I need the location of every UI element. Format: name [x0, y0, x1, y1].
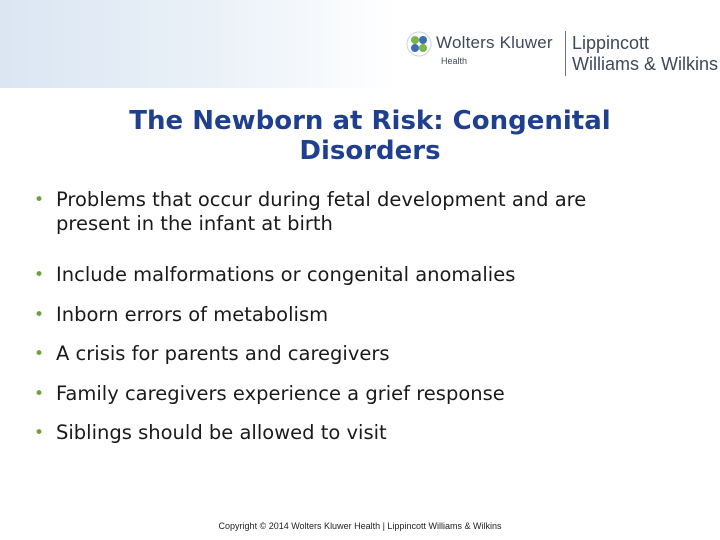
bullet-text: Inborn errors of metabolism	[56, 302, 329, 326]
copyright-notice: Copyright © 2014 Wolters Kluwer Health | Lippincott Williams & Wilkins	[218, 521, 502, 531]
slide-title-line2: Disorders	[299, 136, 441, 166]
bullet-dot-icon: •	[34, 344, 45, 364]
logo-divider	[565, 31, 566, 76]
bullet-dot-icon: •	[34, 304, 45, 325]
slide-title	[80, 106, 660, 166]
bullet-dot-icon: •	[34, 423, 45, 443]
bullet-item	[32, 382, 682, 406]
partner-name-line1: Lippincott	[572, 33, 650, 53]
bullet-item	[32, 263, 682, 287]
bullet-dot-icon: •	[34, 190, 45, 210]
brand-name: Wolters Kluwer	[436, 33, 553, 52]
bullet-item	[32, 188, 682, 236]
partner-name-line2: Williams & Wilkins	[572, 54, 718, 74]
bullet-item	[32, 342, 682, 366]
brand-subtitle: Health	[441, 56, 468, 66]
bullet-dot-icon: •	[34, 383, 45, 404]
slide-title-line1: The Newborn at Risk: Congenital	[129, 106, 611, 136]
bullet-text: Family caregivers experience a grief response	[56, 381, 505, 405]
bullet-item	[32, 303, 682, 327]
bullet-text-line2: present in the infant at birth	[56, 212, 333, 235]
bullet-text: A crisis for parents and caregivers	[56, 342, 390, 365]
wolters-kluwer-logo-icon	[406, 31, 432, 57]
publisher-logo	[406, 28, 716, 80]
bullet-item	[32, 421, 682, 445]
bullet-text-line1: Problems that occur during fetal development and are	[56, 188, 587, 211]
bullet-text: Include malformations or congenital anomalies	[56, 263, 516, 286]
bullet-text: Siblings should be allowed to visit	[56, 421, 387, 444]
bullet-list	[32, 188, 682, 445]
bullet-dot-icon: •	[34, 265, 45, 285]
